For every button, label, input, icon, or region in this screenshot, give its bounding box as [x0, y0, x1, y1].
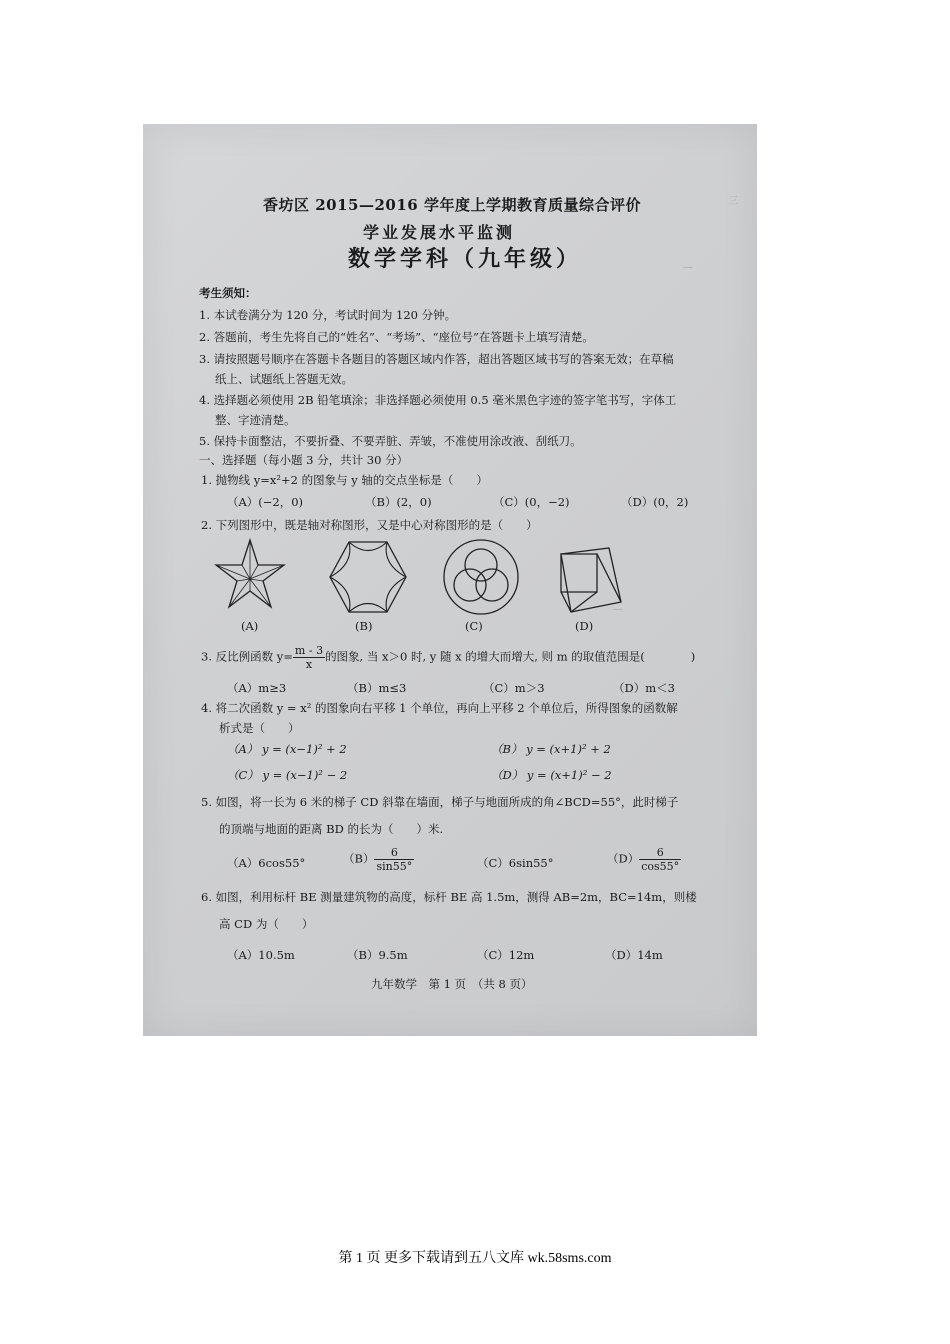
- question-5-stem: 5. 如图，将一长为 6 米的梯子 CD 斜靠在墙面，梯子与地面所成的角∠BCD=55°，此时梯子: [201, 795, 679, 809]
- question-4-stem: 4. 将二次函数 y = x² 的图象向右平移 1 个单位，再向上平移 2 个单位后，所得图象的函数解: [201, 701, 678, 715]
- question-1-stem: 1. 抛物线 y=x²+2 的图象与 y 轴的交点坐标是（ ）: [201, 473, 488, 487]
- question-6-stem: 6. 如图，利用标杆 BE 测量建筑物的高度，标杆 BE 高 1.5m，测得 AB=2m，BC=14m，则楼: [201, 890, 697, 904]
- exam-title-line3: 数学学科（九年级）: [348, 246, 583, 272]
- fraction-numerator: m - 3: [294, 644, 324, 657]
- question-6-option-b: （B）9.5m: [347, 948, 408, 962]
- question-1-option-a: （A）(−2，0): [227, 495, 304, 509]
- option-d-fraction: [639, 846, 681, 873]
- bleed-through-text: 三: [728, 196, 738, 207]
- question-5-stem-cont: 的顶端与地面的距离 BD 的长为（ ）米.: [219, 822, 444, 836]
- fraction-denominator: sin55°: [376, 860, 413, 873]
- fraction-numerator: 6: [639, 846, 681, 860]
- question-4-option-c: （C） y = (x−1)² − 2: [227, 768, 348, 782]
- question-5-option-c: （C）6sin55°: [477, 856, 554, 870]
- question-3-option-b: （B）m≤3: [347, 681, 407, 695]
- question-3-option-c: （C）m＞3: [483, 681, 545, 695]
- option-b-fraction: [374, 846, 414, 873]
- question-4-option-b: （B） y = (x+1)² + 2: [491, 742, 611, 756]
- option-b-label: （B）: [343, 851, 375, 866]
- question-3-stem: [201, 644, 695, 671]
- site-footer: 第 1 页 更多下载请到五八文库 wk.58sms.com: [338, 1251, 612, 1266]
- question-4-option-a: （A） y = (x−1)² + 2: [227, 742, 347, 756]
- question-1-option-c: （C）(0，−2): [493, 495, 570, 509]
- question-6-stem-cont: 高 CD 为（ ）: [219, 917, 314, 931]
- bleed-through-text: —: [683, 262, 693, 273]
- notice-item: 4. 选择题必须使用 2B 铅笔填涂；非选择题必须使用 0.5 毫米黑色字迹的签字笔书写，字体工: [199, 393, 677, 407]
- figure-label-d: (D): [575, 619, 594, 633]
- question-5-option-a: （A）6cos55°: [227, 856, 306, 870]
- question-1-option-d: （D）(0，2): [621, 495, 689, 509]
- fraction-numerator: 6: [374, 846, 414, 860]
- hexagon-arcs-figure: [328, 539, 408, 615]
- squares-figure: [551, 542, 631, 620]
- five-pointed-star-figure: [213, 537, 287, 615]
- figure-label-b: (B): [355, 619, 373, 633]
- question-3-stem-post: 的图象, 当 x＞0 时, y 随 x 的增大而增大, 则 m 的取值范围是( ): [325, 649, 696, 664]
- exam-page-footer: 九年数学 第 1 页 （共 8 页）: [371, 977, 533, 991]
- question-3-stem-pre: 3. 反比例函数 y=: [201, 649, 293, 664]
- notice-item: 1. 本试卷满分为 120 分，考试时间为 120 分钟。: [199, 308, 457, 322]
- fraction-denominator: x: [305, 658, 313, 671]
- exam-title-line2: 学业发展水平监测: [363, 223, 516, 242]
- question-5-option-d: [607, 846, 681, 873]
- section-heading: 一、选择题（每小题 3 分，共计 30 分）: [199, 453, 409, 467]
- question-5-option-b: [343, 846, 414, 873]
- question-1-option-b: （B）(2，0): [365, 495, 432, 509]
- circles-figure: [441, 537, 521, 617]
- question-6-option-d: （D）14m: [605, 948, 663, 962]
- fraction-denominator: cos55°: [641, 860, 680, 873]
- notice-item: 2. 答题前，考生先将自己的“姓名”、“考场”、“座位号”在答题卡上填写清楚。: [199, 330, 594, 344]
- figure-label-a: (A): [241, 619, 259, 633]
- question-4-stem-cont: 析式是（ ）: [219, 721, 300, 735]
- question-4-option-d: （D） y = (x+1)² − 2: [491, 768, 612, 782]
- notice-item: 纸上、试题纸上答题无效。: [215, 372, 353, 386]
- question-3-option-a: （A）m≥3: [227, 681, 287, 695]
- exam-title-line1: 香坊区 2015—2016 学年度上学期教育质量综合评价: [263, 196, 641, 214]
- figure-label-c: (C): [465, 619, 483, 633]
- exam-photo: [143, 124, 757, 1036]
- bleed-through-text: —: [613, 604, 623, 615]
- question-3-fraction: [293, 644, 325, 671]
- question-6-option-c: （C）12m: [477, 948, 535, 962]
- question-2-stem: 2. 下列图形中，既是轴对称图形，又是中心对称图形的是（ ）: [201, 518, 538, 532]
- question-6-option-a: （A）10.5m: [227, 948, 295, 962]
- option-d-label: （D）: [607, 851, 640, 866]
- notice-item: 5. 保持卡面整洁，不要折叠、不要弄脏、弄皱，不准使用涂改液、刮纸刀。: [199, 434, 582, 448]
- question-3-option-d: （D）m＜3: [613, 681, 675, 695]
- notice-item: 整、字迹清楚。: [215, 413, 296, 427]
- notice-item: 3. 请按照题号顺序在答题卡各题目的答题区域内作答，超出答题区域书写的答案无效；在草稿: [199, 352, 674, 366]
- notice-heading: 考生须知：: [199, 286, 257, 300]
